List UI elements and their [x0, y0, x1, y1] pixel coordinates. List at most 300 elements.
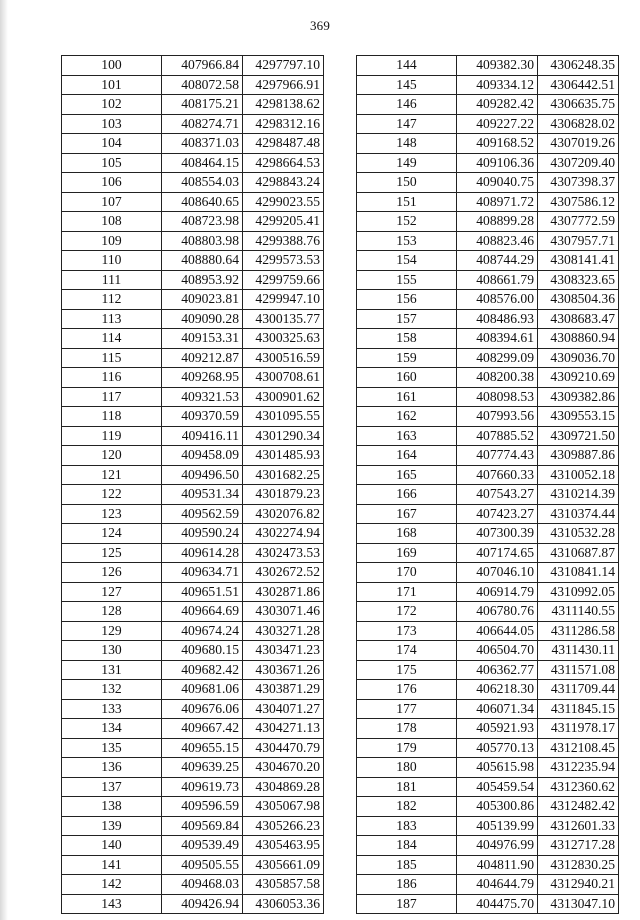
point-number-cell: 143: [62, 894, 162, 914]
y-coordinate-cell: 4312830.25: [538, 855, 619, 875]
y-coordinate-cell: 4298487.48: [243, 134, 324, 154]
point-number-cell: 153: [357, 231, 457, 251]
table-row: [62, 504, 324, 524]
x-coordinate-cell: 409458.09: [162, 446, 243, 466]
x-coordinate-cell: 408953.92: [162, 270, 243, 290]
x-coordinate-cell: 408464.15: [162, 153, 243, 173]
point-number-cell: 122: [62, 485, 162, 505]
table-row: [62, 699, 324, 719]
y-coordinate-cell: 4311978.17: [538, 719, 619, 739]
table-row: [357, 134, 619, 154]
point-number-cell: 132: [62, 680, 162, 700]
point-number-cell: 167: [357, 504, 457, 524]
point-number-cell: 115: [62, 348, 162, 368]
y-coordinate-cell: 4312940.21: [538, 875, 619, 895]
point-number-cell: 111: [62, 270, 162, 290]
x-coordinate-cell: 409562.59: [162, 504, 243, 524]
x-coordinate-cell: 409426.94: [162, 894, 243, 914]
table-row: [62, 173, 324, 193]
x-coordinate-cell: 409569.84: [162, 816, 243, 836]
y-coordinate-cell: 4305857.58: [243, 875, 324, 895]
x-coordinate-cell: 405459.54: [457, 777, 538, 797]
y-coordinate-cell: 4298664.53: [243, 153, 324, 173]
table-row: [357, 543, 619, 563]
x-coordinate-cell: 406362.77: [457, 660, 538, 680]
point-number-cell: 141: [62, 855, 162, 875]
y-coordinate-cell: 4309036.70: [538, 348, 619, 368]
table-row: [357, 329, 619, 349]
y-coordinate-cell: 4303071.46: [243, 602, 324, 622]
x-coordinate-cell: 404811.90: [457, 855, 538, 875]
x-coordinate-cell: 408072.58: [162, 75, 243, 95]
y-coordinate-cell: 4297966.91: [243, 75, 324, 95]
x-coordinate-cell: 409416.11: [162, 426, 243, 446]
point-number-cell: 181: [357, 777, 457, 797]
x-coordinate-cell: 406071.34: [457, 699, 538, 719]
table-row: [357, 680, 619, 700]
table-row: [357, 192, 619, 212]
point-number-cell: 135: [62, 738, 162, 758]
point-number-cell: 109: [62, 231, 162, 251]
y-coordinate-cell: 4300901.62: [243, 387, 324, 407]
table-row: [62, 524, 324, 544]
table-row: [62, 777, 324, 797]
table-row: [62, 309, 324, 329]
y-coordinate-cell: 4302473.53: [243, 543, 324, 563]
point-number-cell: 172: [357, 602, 457, 622]
y-coordinate-cell: 4308683.47: [538, 309, 619, 329]
table-row: [357, 816, 619, 836]
y-coordinate-cell: 4308860.94: [538, 329, 619, 349]
y-coordinate-cell: 4299759.66: [243, 270, 324, 290]
point-number-cell: 106: [62, 173, 162, 193]
y-coordinate-cell: 4312108.45: [538, 738, 619, 758]
x-coordinate-cell: 409634.71: [162, 563, 243, 583]
table-row: [357, 407, 619, 427]
table-row: [357, 602, 619, 622]
x-coordinate-cell: 409282.42: [457, 95, 538, 115]
y-coordinate-cell: 4298138.62: [243, 95, 324, 115]
table-row: [62, 75, 324, 95]
point-number-cell: 152: [357, 212, 457, 232]
y-coordinate-cell: 4305067.98: [243, 797, 324, 817]
y-coordinate-cell: 4304071.27: [243, 699, 324, 719]
x-coordinate-cell: 408554.03: [162, 173, 243, 193]
point-number-cell: 139: [62, 816, 162, 836]
x-coordinate-cell: 409468.03: [162, 875, 243, 895]
table-row: [357, 95, 619, 115]
table-row: [357, 738, 619, 758]
y-coordinate-cell: 4305661.09: [243, 855, 324, 875]
point-number-cell: 146: [357, 95, 457, 115]
point-number-cell: 184: [357, 836, 457, 856]
y-coordinate-cell: 4307019.26: [538, 134, 619, 154]
y-coordinate-cell: 4311845.15: [538, 699, 619, 719]
y-coordinate-cell: 4298843.24: [243, 173, 324, 193]
point-number-cell: 101: [62, 75, 162, 95]
point-number-cell: 178: [357, 719, 457, 739]
y-coordinate-cell: 4313047.10: [538, 894, 619, 914]
table-row: [357, 290, 619, 310]
x-coordinate-cell: 407300.39: [457, 524, 538, 544]
y-coordinate-cell: 4302871.86: [243, 582, 324, 602]
table-row: [357, 153, 619, 173]
y-coordinate-cell: 4310687.87: [538, 543, 619, 563]
table-row: [62, 621, 324, 641]
y-coordinate-cell: 4312482.42: [538, 797, 619, 817]
x-coordinate-cell: 409505.55: [162, 855, 243, 875]
point-number-cell: 116: [62, 368, 162, 388]
x-coordinate-cell: 408880.64: [162, 251, 243, 271]
y-coordinate-cell: 4306635.75: [538, 95, 619, 115]
y-coordinate-cell: 4310532.28: [538, 524, 619, 544]
y-coordinate-cell: 4311286.58: [538, 621, 619, 641]
x-coordinate-cell: 408274.71: [162, 114, 243, 134]
table-row: [357, 777, 619, 797]
y-coordinate-cell: 4303471.23: [243, 641, 324, 661]
y-coordinate-cell: 4300135.77: [243, 309, 324, 329]
point-number-cell: 100: [62, 56, 162, 76]
x-coordinate-cell: 404976.99: [457, 836, 538, 856]
y-coordinate-cell: 4299573.53: [243, 251, 324, 271]
x-coordinate-cell: 409680.15: [162, 641, 243, 661]
x-coordinate-cell: 407543.27: [457, 485, 538, 505]
table-row: [357, 212, 619, 232]
y-coordinate-cell: 4306053.36: [243, 894, 324, 914]
table-row: [357, 758, 619, 778]
table-row: [62, 582, 324, 602]
x-coordinate-cell: 407885.52: [457, 426, 538, 446]
x-coordinate-cell: 409040.75: [457, 173, 538, 193]
table-row: [62, 836, 324, 856]
point-number-cell: 112: [62, 290, 162, 310]
y-coordinate-cell: 4309382.86: [538, 387, 619, 407]
y-coordinate-cell: 4304470.79: [243, 738, 324, 758]
point-number-cell: 182: [357, 797, 457, 817]
point-number-cell: 137: [62, 777, 162, 797]
point-number-cell: 149: [357, 153, 457, 173]
y-coordinate-cell: 4305463.95: [243, 836, 324, 856]
point-number-cell: 108: [62, 212, 162, 232]
table-row: [357, 875, 619, 895]
point-number-cell: 140: [62, 836, 162, 856]
point-number-cell: 166: [357, 485, 457, 505]
y-coordinate-cell: 4302274.94: [243, 524, 324, 544]
point-number-cell: 138: [62, 797, 162, 817]
table-row: [62, 875, 324, 895]
point-number-cell: 128: [62, 602, 162, 622]
point-number-cell: 123: [62, 504, 162, 524]
x-coordinate-cell: 407660.33: [457, 465, 538, 485]
point-number-cell: 129: [62, 621, 162, 641]
x-coordinate-cell: 409106.36: [457, 153, 538, 173]
table-row: [62, 56, 324, 76]
point-number-cell: 119: [62, 426, 162, 446]
x-coordinate-cell: 404644.79: [457, 875, 538, 895]
point-number-cell: 177: [357, 699, 457, 719]
point-number-cell: 105: [62, 153, 162, 173]
y-coordinate-cell: 4312360.62: [538, 777, 619, 797]
table-row: [62, 602, 324, 622]
point-number-cell: 117: [62, 387, 162, 407]
point-number-cell: 165: [357, 465, 457, 485]
x-coordinate-cell: 408661.79: [457, 270, 538, 290]
table-row: [62, 894, 324, 914]
table-row: [62, 134, 324, 154]
y-coordinate-cell: 4304670.20: [243, 758, 324, 778]
y-coordinate-cell: 4304869.28: [243, 777, 324, 797]
point-number-cell: 183: [357, 816, 457, 836]
point-number-cell: 168: [357, 524, 457, 544]
y-coordinate-cell: 4309887.86: [538, 446, 619, 466]
point-number-cell: 104: [62, 134, 162, 154]
point-number-cell: 163: [357, 426, 457, 446]
table-row: [62, 446, 324, 466]
table-row: [62, 660, 324, 680]
x-coordinate-cell: 406218.30: [457, 680, 538, 700]
y-coordinate-cell: 4305266.23: [243, 816, 324, 836]
point-number-cell: 136: [62, 758, 162, 778]
point-number-cell: 154: [357, 251, 457, 271]
table-row: [357, 75, 619, 95]
y-coordinate-cell: 4306442.51: [538, 75, 619, 95]
x-coordinate-cell: 409321.53: [162, 387, 243, 407]
point-number-cell: 170: [357, 563, 457, 583]
x-coordinate-cell: 409676.06: [162, 699, 243, 719]
x-coordinate-cell: 409681.06: [162, 680, 243, 700]
table-row: [62, 641, 324, 661]
y-coordinate-cell: 4299023.55: [243, 192, 324, 212]
point-number-cell: 113: [62, 309, 162, 329]
point-number-cell: 186: [357, 875, 457, 895]
point-number-cell: 144: [357, 56, 457, 76]
y-coordinate-cell: 4297797.10: [243, 56, 324, 76]
scan-edge-shadow: [0, 0, 8, 920]
y-coordinate-cell: 4299388.76: [243, 231, 324, 251]
table-row: [357, 387, 619, 407]
point-number-cell: 156: [357, 290, 457, 310]
table-row: [357, 231, 619, 251]
y-coordinate-cell: 4302076.82: [243, 504, 324, 524]
y-coordinate-cell: 4310841.14: [538, 563, 619, 583]
table-row: [357, 563, 619, 583]
y-coordinate-cell: 4307772.59: [538, 212, 619, 232]
table-row: [62, 212, 324, 232]
table-row: [357, 660, 619, 680]
coordinates-table-right: [356, 55, 619, 914]
x-coordinate-cell: 408299.09: [457, 348, 538, 368]
x-coordinate-cell: 407046.10: [457, 563, 538, 583]
x-coordinate-cell: 409674.24: [162, 621, 243, 641]
point-number-cell: 174: [357, 641, 457, 661]
y-coordinate-cell: 4312601.33: [538, 816, 619, 836]
y-coordinate-cell: 4307586.12: [538, 192, 619, 212]
x-coordinate-cell: 409539.49: [162, 836, 243, 856]
table-row: [357, 309, 619, 329]
x-coordinate-cell: 409268.95: [162, 368, 243, 388]
x-coordinate-cell: 405770.13: [457, 738, 538, 758]
point-number-cell: 110: [62, 251, 162, 271]
table-row: [62, 192, 324, 212]
y-coordinate-cell: 4312717.28: [538, 836, 619, 856]
y-coordinate-cell: 4299947.10: [243, 290, 324, 310]
x-coordinate-cell: 405921.93: [457, 719, 538, 739]
y-coordinate-cell: 4310992.05: [538, 582, 619, 602]
table-row: [62, 816, 324, 836]
x-coordinate-cell: 406914.79: [457, 582, 538, 602]
x-coordinate-cell: 409596.59: [162, 797, 243, 817]
x-coordinate-cell: 408803.98: [162, 231, 243, 251]
y-coordinate-cell: 4312235.94: [538, 758, 619, 778]
table-row: [62, 251, 324, 271]
table-row: [357, 504, 619, 524]
point-number-cell: 134: [62, 719, 162, 739]
point-number-cell: 126: [62, 563, 162, 583]
table-row: [62, 407, 324, 427]
y-coordinate-cell: 4302672.52: [243, 563, 324, 583]
y-coordinate-cell: 4301290.34: [243, 426, 324, 446]
table-row: [357, 894, 619, 914]
x-coordinate-cell: 408576.00: [457, 290, 538, 310]
x-coordinate-cell: 406644.05: [457, 621, 538, 641]
y-coordinate-cell: 4307957.71: [538, 231, 619, 251]
y-coordinate-cell: 4311571.08: [538, 660, 619, 680]
point-number-cell: 102: [62, 95, 162, 115]
x-coordinate-cell: 405139.99: [457, 816, 538, 836]
table-row: [62, 465, 324, 485]
x-coordinate-cell: 409682.42: [162, 660, 243, 680]
y-coordinate-cell: 4300708.61: [243, 368, 324, 388]
y-coordinate-cell: 4309553.15: [538, 407, 619, 427]
point-number-cell: 131: [62, 660, 162, 680]
x-coordinate-cell: 408098.53: [457, 387, 538, 407]
table-row: [62, 426, 324, 446]
table-row: [357, 836, 619, 856]
x-coordinate-cell: 409212.87: [162, 348, 243, 368]
x-coordinate-cell: 409496.50: [162, 465, 243, 485]
y-coordinate-cell: 4301485.93: [243, 446, 324, 466]
table-row: [357, 855, 619, 875]
table-row: [357, 485, 619, 505]
table-row: [357, 426, 619, 446]
point-number-cell: 125: [62, 543, 162, 563]
x-coordinate-cell: 405615.98: [457, 758, 538, 778]
x-coordinate-cell: 409153.31: [162, 329, 243, 349]
table-row: [62, 855, 324, 875]
point-number-cell: 148: [357, 134, 457, 154]
x-coordinate-cell: 409619.73: [162, 777, 243, 797]
x-coordinate-cell: 408640.65: [162, 192, 243, 212]
point-number-cell: 145: [357, 75, 457, 95]
table-row: [62, 348, 324, 368]
x-coordinate-cell: 408200.38: [457, 368, 538, 388]
x-coordinate-cell: 406780.76: [457, 602, 538, 622]
y-coordinate-cell: 4308504.36: [538, 290, 619, 310]
x-coordinate-cell: 409090.28: [162, 309, 243, 329]
y-coordinate-cell: 4309210.69: [538, 368, 619, 388]
x-coordinate-cell: 408723.98: [162, 212, 243, 232]
point-number-cell: 164: [357, 446, 457, 466]
table-row: [62, 680, 324, 700]
table-row: [357, 173, 619, 193]
table-row: [62, 387, 324, 407]
y-coordinate-cell: 4301879.23: [243, 485, 324, 505]
x-coordinate-cell: 408486.93: [457, 309, 538, 329]
x-coordinate-cell: 409382.30: [457, 56, 538, 76]
y-coordinate-cell: 4307398.37: [538, 173, 619, 193]
table-row: [62, 738, 324, 758]
point-number-cell: 121: [62, 465, 162, 485]
x-coordinate-cell: 407966.84: [162, 56, 243, 76]
point-number-cell: 175: [357, 660, 457, 680]
table-row: [357, 641, 619, 661]
table-row: [62, 95, 324, 115]
y-coordinate-cell: 4310052.18: [538, 465, 619, 485]
table-row: [357, 348, 619, 368]
point-number-cell: 120: [62, 446, 162, 466]
x-coordinate-cell: 407174.65: [457, 543, 538, 563]
x-coordinate-cell: 408899.28: [457, 212, 538, 232]
x-coordinate-cell: 407774.43: [457, 446, 538, 466]
x-coordinate-cell: 409531.34: [162, 485, 243, 505]
x-coordinate-cell: 407423.27: [457, 504, 538, 524]
table-row: [357, 797, 619, 817]
x-coordinate-cell: 409614.28: [162, 543, 243, 563]
x-coordinate-cell: 409227.22: [457, 114, 538, 134]
table-row: [357, 582, 619, 602]
y-coordinate-cell: 4301682.25: [243, 465, 324, 485]
x-coordinate-cell: 408744.29: [457, 251, 538, 271]
y-coordinate-cell: 4311430.11: [538, 641, 619, 661]
y-coordinate-cell: 4306248.35: [538, 56, 619, 76]
y-coordinate-cell: 4308323.65: [538, 270, 619, 290]
table-row: [62, 758, 324, 778]
point-number-cell: 133: [62, 699, 162, 719]
table-row: [62, 231, 324, 251]
table-row: [62, 153, 324, 173]
table-row: [357, 719, 619, 739]
point-number-cell: 118: [62, 407, 162, 427]
point-number-cell: 103: [62, 114, 162, 134]
point-number-cell: 124: [62, 524, 162, 544]
table-row: [62, 797, 324, 817]
y-coordinate-cell: 4311140.55: [538, 602, 619, 622]
point-number-cell: 179: [357, 738, 457, 758]
point-number-cell: 114: [62, 329, 162, 349]
x-coordinate-cell: 408823.46: [457, 231, 538, 251]
table-row: [62, 290, 324, 310]
table-row: [62, 563, 324, 583]
y-coordinate-cell: 4309721.50: [538, 426, 619, 446]
table-row: [62, 719, 324, 739]
table-row: [357, 446, 619, 466]
x-coordinate-cell: 409639.25: [162, 758, 243, 778]
y-coordinate-cell: 4310214.39: [538, 485, 619, 505]
table-row: [62, 114, 324, 134]
point-number-cell: 158: [357, 329, 457, 349]
x-coordinate-cell: 404475.70: [457, 894, 538, 914]
point-number-cell: 161: [357, 387, 457, 407]
y-coordinate-cell: 4308141.41: [538, 251, 619, 271]
y-coordinate-cell: 4303671.26: [243, 660, 324, 680]
point-number-cell: 169: [357, 543, 457, 563]
table-row: [357, 621, 619, 641]
x-coordinate-cell: 409664.69: [162, 602, 243, 622]
y-coordinate-cell: 4304271.13: [243, 719, 324, 739]
table-row: [357, 56, 619, 76]
point-number-cell: 187: [357, 894, 457, 914]
x-coordinate-cell: 409651.51: [162, 582, 243, 602]
